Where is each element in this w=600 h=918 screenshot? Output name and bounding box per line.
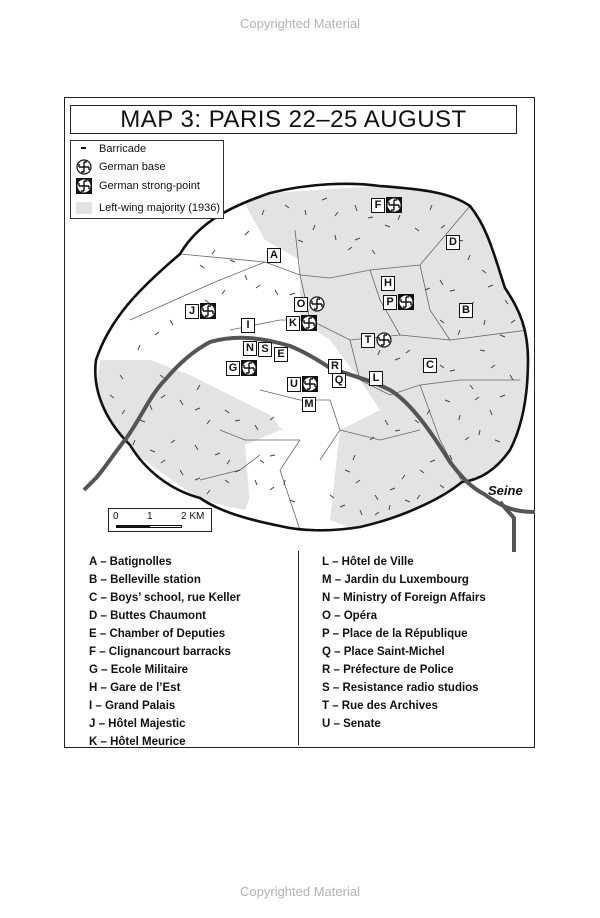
key-entry: P – Place de la République: [322, 628, 468, 640]
legend-item-left-wing: Left-wing majority (1936): [71, 200, 225, 216]
map-marker-i: I: [241, 318, 255, 333]
map-marker-u: U: [287, 377, 301, 392]
map-legend: [70, 140, 224, 219]
german-strongpoint-icon: [398, 294, 414, 310]
map-marker-e: E: [274, 347, 288, 362]
german-base-icon: [76, 159, 94, 175]
left-wing-swatch: [76, 200, 94, 216]
map-title: MAP 3: PARIS 22–25 AUGUST: [70, 105, 517, 134]
key-entry: N – Ministry of Foreign Affairs: [322, 592, 486, 604]
german-strongpoint-icon: [200, 303, 216, 319]
key-entry: I – Grand Palais: [89, 700, 176, 712]
key-entry: L – Hôtel de Ville: [322, 556, 414, 568]
key-entry: H – Gare de l’Est: [89, 682, 181, 694]
key-entry: A – Batignolles: [89, 556, 172, 568]
key-entry: D – Buttes Chaumont: [89, 610, 206, 622]
legend-item-german-base: German base: [71, 159, 225, 175]
legend-item-german-strongpoint: German strong-point: [71, 178, 225, 194]
german-strongpoint-icon: [76, 178, 94, 194]
key-entry: R – Préfecture de Police: [322, 664, 454, 676]
map-marker-m: M: [302, 397, 316, 412]
map-marker-d: D: [446, 235, 460, 250]
key-list-left: [89, 553, 240, 751]
map-marker-b: B: [459, 303, 473, 318]
key-entry: K – Hôtel Meurice: [89, 736, 186, 748]
scale-ruler: [116, 525, 182, 528]
map-marker-c: C: [423, 358, 437, 373]
german-base-icon: [376, 332, 392, 348]
map-marker-j: J: [185, 304, 199, 319]
map-marker-l: L: [369, 371, 383, 386]
german-strongpoint-icon: [301, 315, 317, 331]
key-divider: [298, 551, 299, 745]
key-entry: T – Rue des Archives: [322, 700, 438, 712]
key-entry: O – Opéra: [322, 610, 377, 622]
scale-label-2: 2 KM: [181, 511, 205, 522]
key-entry: G – Ecole Militaire: [89, 664, 189, 676]
german-base-icon: [309, 296, 325, 312]
german-strongpoint-icon: [302, 376, 318, 392]
map-marker-s: S: [258, 342, 272, 357]
copyright-watermark-top: Copyrighted Material: [240, 16, 360, 31]
key-entry: M – Jardin du Luxembourg: [322, 574, 469, 586]
german-strongpoint-icon: [386, 197, 402, 213]
key-entry: Q – Place Saint-Michel: [322, 646, 445, 658]
key-entry: C – Boys’ school, rue Keller: [89, 592, 241, 604]
key-entry: J – Hôtel Majestic: [89, 718, 186, 730]
scale-label-0: 0: [113, 511, 119, 522]
key-entry: U – Senate: [322, 718, 381, 730]
map-marker-p: P: [383, 295, 397, 310]
key-entry: S – Resistance radio studios: [322, 682, 479, 694]
map-marker-t: T: [361, 333, 375, 348]
map-marker-a: A: [267, 248, 281, 263]
map-marker-r: R: [328, 359, 342, 374]
key-list-right: [322, 553, 486, 733]
map-marker-h: H: [381, 276, 395, 291]
map-marker-f: F: [371, 198, 385, 213]
key-entry: E – Chamber of Deputies: [89, 628, 226, 640]
map-marker-q: Q: [332, 373, 346, 388]
map-marker-g: G: [226, 361, 240, 376]
scale-bar: [108, 508, 212, 532]
map-marker-o: O: [294, 297, 308, 312]
legend-item-barricade: Barricade: [71, 141, 225, 157]
scale-label-1: 1: [147, 511, 153, 522]
copyright-watermark-bottom: Copyrighted Material: [240, 884, 360, 899]
barricade-icon: [76, 141, 94, 157]
key-entry: B – Belleville station: [89, 574, 201, 586]
map-marker-n: N: [243, 341, 257, 356]
map-marker-k: K: [286, 316, 300, 331]
river-label: Seine: [488, 483, 523, 498]
german-strongpoint-icon: [241, 360, 257, 376]
key-entry: F – Clignancourt barracks: [89, 646, 231, 658]
